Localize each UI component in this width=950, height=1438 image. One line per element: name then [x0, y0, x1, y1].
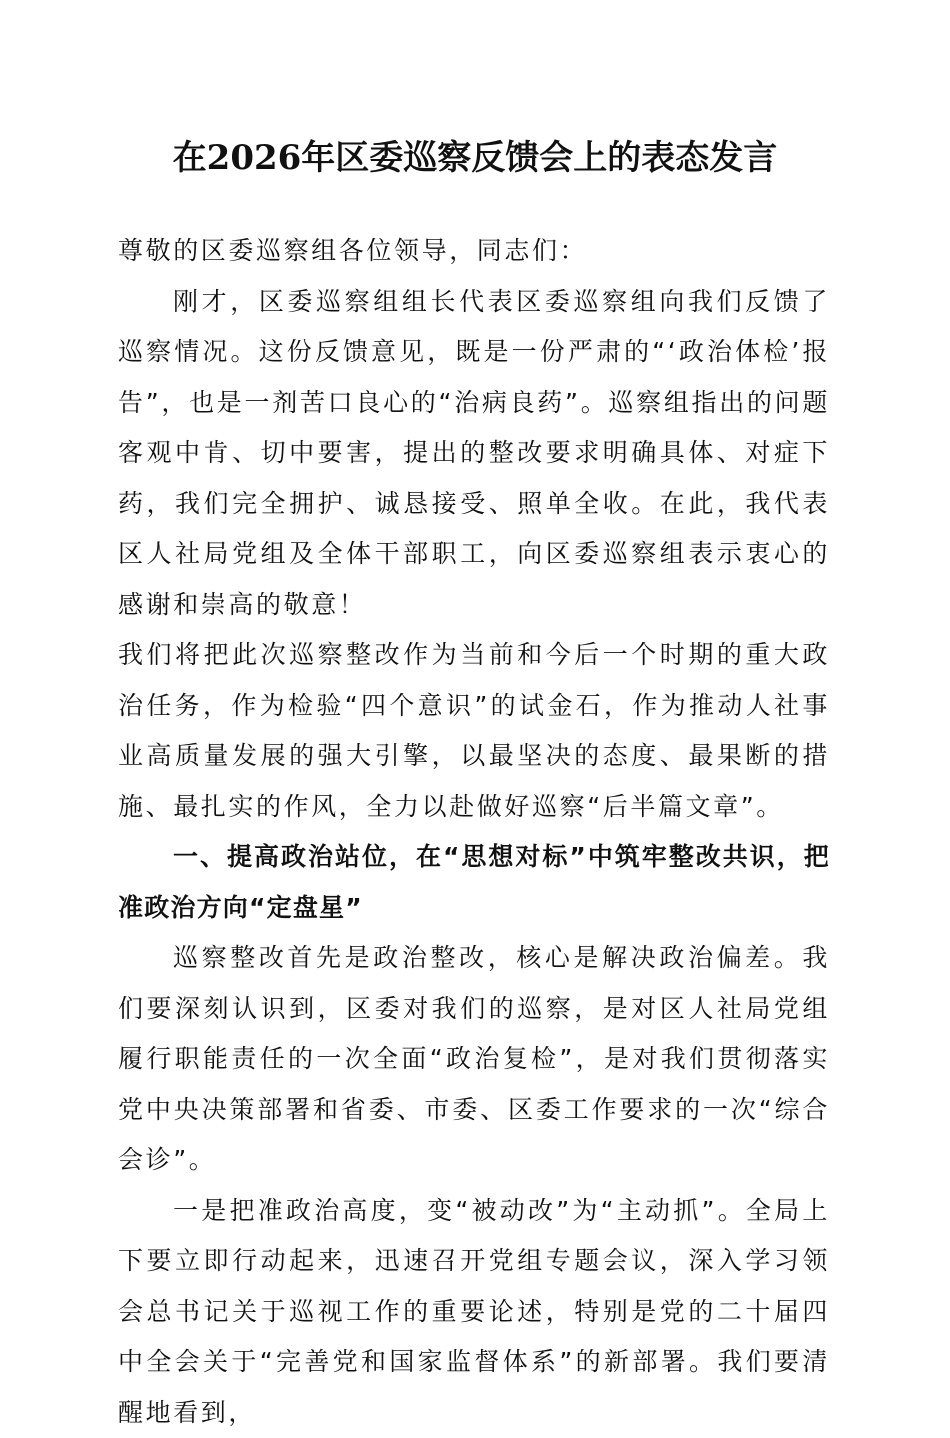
section-heading: 一、提高政治站位，在“思想对标”中筑牢整改共识，把准政治方向“定盘星”	[118, 832, 830, 933]
document-body	[118, 226, 830, 1438]
paragraph-opening: 刚才，区委巡察组组长代表区委巡察组向我们反馈了巡察情况。这份反馈意见，既是一份严肃的“‘政治体检’报告”，也是一剂苦口良心的“治病良药”。巡察组指出的问题客观中肯、切中要害，提出的整改要求明确具体、对症下药，我们完全拥护、诚恳接受、照单全收。在此，我代表区人社局党组及全体干部职工，向区委巡察组表示衷心的感谢和崇高的敬意！	[118, 277, 830, 631]
paragraph-commitment: 我们将把此次巡察整改作为当前和今后一个时期的重大政治任务，作为检验“四个意识”的试金石，作为推动人社事业高质量发展的强大引擎，以最坚决的态度、最果断的措施、最扎实的作风，全力以赴做好巡察“后半篇文章”。	[118, 630, 830, 832]
document-title: 在2026年区委巡察反馈会上的表态发言	[0, 132, 950, 184]
salutation: 尊敬的区委巡察组各位领导，同志们：	[118, 226, 830, 277]
section-paragraph: 巡察整改首先是政治整改，核心是解决政治偏差。我们要深刻认识到，区委对我们的巡察，是对区人社局党组履行职能责任的一次全面“政治复检”，是对我们贯彻落实党中央决策部署和省委、市委、区委工作要求的一次“综合会诊”。	[118, 933, 830, 1186]
section-paragraph: 一是把准政治高度，变“被动改”为“主动抓”。全局上下要立即行动起来，迅速召开党组专题会议，深入学习领会总书记关于巡视工作的重要论述，特别是党的二十届四中全会关于“完善党和国家监督体系”的新部署。我们要清醒地看到，	[118, 1186, 830, 1438]
